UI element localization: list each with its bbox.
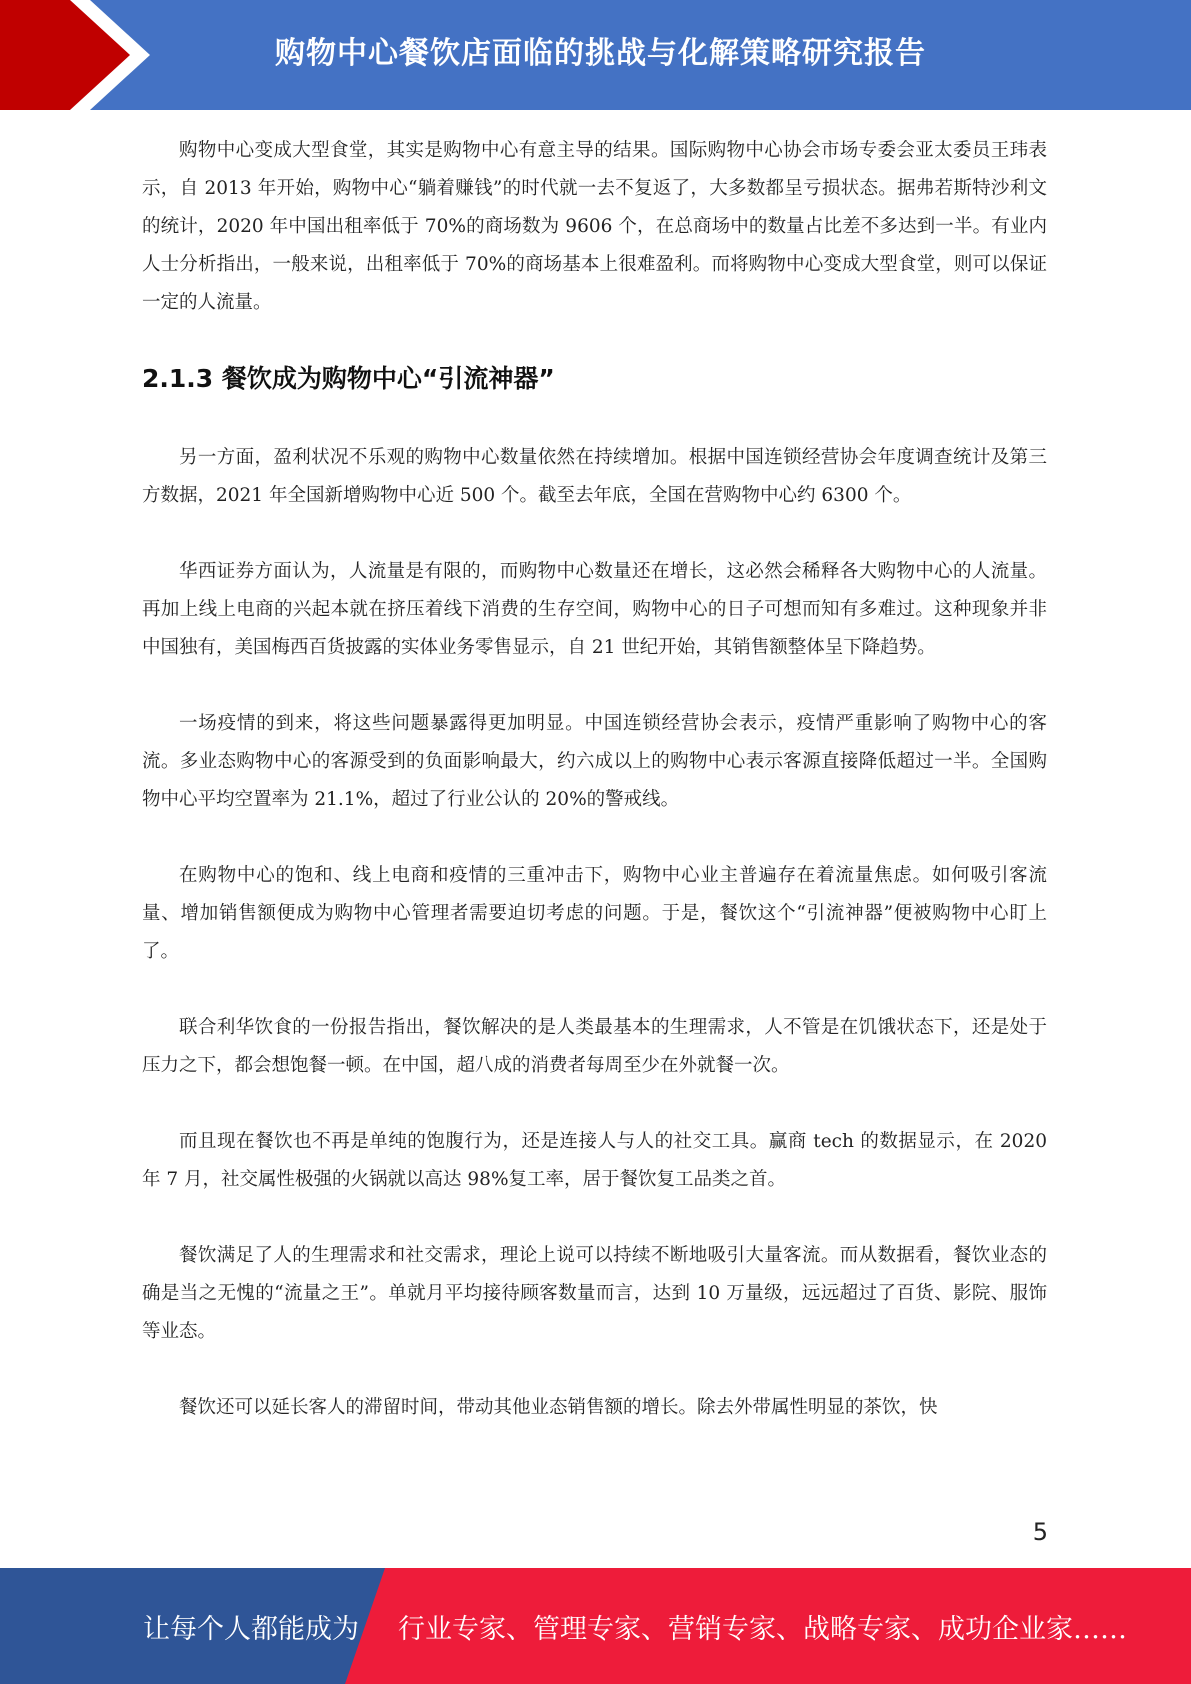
footer-banner xyxy=(0,1568,1191,1684)
page-number: 5 xyxy=(1032,1518,1048,1546)
section-heading: 2.1.3 餐饮成为购物中心“引流神器” xyxy=(142,364,555,393)
document-title: 购物中心餐饮店面临的挑战与化解策略研究报告 xyxy=(275,36,926,71)
paragraph: 餐饮满足了人的生理需求和社交需求，理论上说可以持续不断地吸引大量客流。而从数据看，餐饮业态的确是当之无愧的“流量之王”。单就月平均接待顾客数量而言，达到 10 万量级，远远超过了百货、影院、服饰等业态。 xyxy=(142,1245,1047,1342)
footer-slogan-lead: 让每个人都能成为 xyxy=(143,1613,359,1645)
paragraph: 一场疫情的到来，将这些问题暴露得更加明显。中国连锁经营协会表示，疫情严重影响了购物中心的客流。多业态购物中心的客源受到的负面影响最大，约六成以上的购物中心表示客源直接降低超过一半。全国购物中心平均空置率为 21.1%，超过了行业公认的 20%的警戒线。 xyxy=(142,713,1047,810)
document-body xyxy=(142,132,1047,1427)
paragraph: 华西证券方面认为，人流量是有限的，而购物中心数量还在增长，这必然会稀释各大购物中心的人流量。再加上线上电商的兴起本就在挤压着线下消费的生存空间，购物中心的日子可想而知有多难过。这种现象并非中国独有，美国梅西百货披露的实体业务零售显示，自 21 世纪开始，其销售额整体呈下降趋势。 xyxy=(142,561,1047,658)
paragraph: 另一方面，盈利状况不乐观的购物中心数量依然在持续增加。根据中国连锁经营协会年度调查统计及第三方数据，2021 年全国新增购物中心近 500 个。截至去年底，全国在营购物中心约 6300 个。 xyxy=(142,447,1047,506)
footer-slogan-roles: 行业专家、管理专家、营销专家、战略专家、成功企业家…… xyxy=(398,1613,1127,1645)
header-banner xyxy=(0,0,1191,110)
paragraph: 购物中心变成大型食堂，其实是购物中心有意主导的结果。国际购物中心协会市场专委会亚太委员王玮表示，自 2013 年开始，购物中心“躺着赚钱”的时代就一去不复返了，大多数都呈亏损状态。据弗若斯特沙利文的统计，2020 年中国出租率低于 70%的商场数为 9606 个，在总商场中的数量占比差不多达到一半。有业内人士分析指出，一般来说，出租率低于 70%的商场基本上很难盈利。而将购物中心变成大型食堂，则可以保证一定的人流量。 xyxy=(142,140,1047,313)
paragraph: 在购物中心的饱和、线上电商和疫情的三重冲击下，购物中心业主普遍存在着流量焦虑。如何吸引客流量、增加销售额便成为购物中心管理者需要迫切考虑的问题。于是，餐饮这个“引流神器”便被购物中心盯上了。 xyxy=(142,865,1047,962)
paragraph: 而且现在餐饮也不再是单纯的饱腹行为，还是连接人与人的社交工具。赢商 tech 的数据显示，在 2020 年 7 月，社交属性极强的火锅就以高达 98%复工率，居于餐饮复工品类之首。 xyxy=(142,1131,1047,1190)
paragraph: 联合利华饮食的一份报告指出，餐饮解决的是人类最基本的生理需求，人不管是在饥饿状态下，还是处于压力之下，都会想饱餐一顿。在中国，超八成的消费者每周至少在外就餐一次。 xyxy=(142,1017,1047,1076)
paragraph: 餐饮还可以延长客人的滞留时间，带动其他业态销售额的增长。除去外带属性明显的茶饮，快 xyxy=(179,1397,938,1418)
